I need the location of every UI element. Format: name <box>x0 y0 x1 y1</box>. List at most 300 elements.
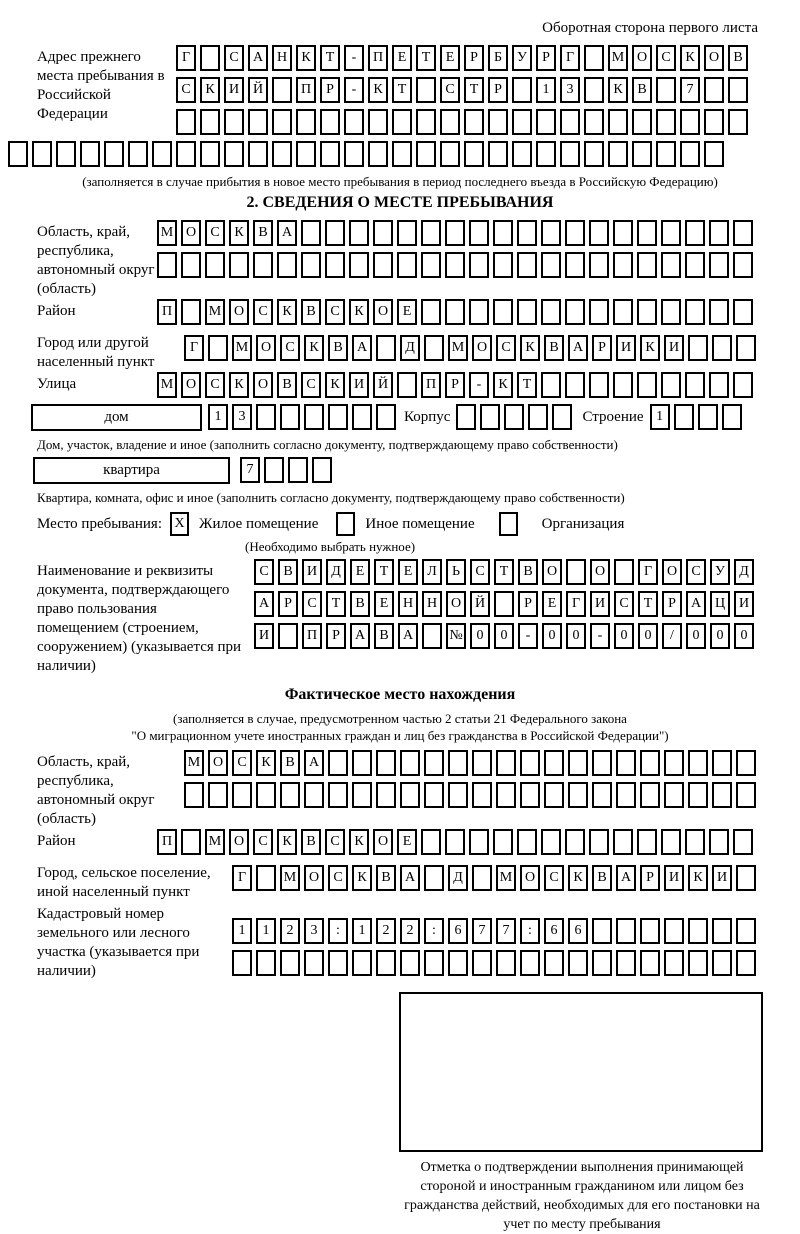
prev-address-cells-row3 <box>176 109 748 135</box>
char-cell: А <box>254 591 274 617</box>
char-cell: О <box>229 299 249 325</box>
char-cell <box>368 141 388 167</box>
char-cell <box>496 750 516 776</box>
char-cell <box>584 45 604 71</box>
char-cell: И <box>254 623 274 649</box>
cadastral-cells-row1 <box>232 918 756 944</box>
actual-location-title: Фактическое место нахождения <box>284 686 516 703</box>
char-cell <box>568 782 588 808</box>
char-cell: Ц <box>710 591 730 617</box>
char-cell <box>376 404 396 430</box>
char-cell <box>656 109 676 135</box>
char-cell <box>568 950 588 976</box>
char-cell <box>613 372 633 398</box>
char-cell: 7 <box>240 457 260 483</box>
char-cell: О <box>304 865 324 891</box>
char-cell <box>536 141 556 167</box>
char-cell: М <box>448 335 468 361</box>
char-cell <box>493 829 513 855</box>
char-cell: И <box>734 591 754 617</box>
korpus-cells <box>456 404 572 430</box>
region-cells-row2 <box>157 252 753 278</box>
char-cell <box>520 750 540 776</box>
char-cell <box>709 252 729 278</box>
char-cell <box>712 335 732 361</box>
char-cell: С <box>686 559 706 585</box>
char-cell <box>176 109 196 135</box>
char-cell: И <box>349 372 369 398</box>
stay-type-checkbox-residential: X <box>170 512 189 536</box>
char-cell <box>613 220 633 246</box>
char-cell <box>488 141 508 167</box>
prev-address-block <box>37 45 800 141</box>
char-cell <box>736 335 756 361</box>
char-cell <box>256 950 276 976</box>
char-cell: И <box>224 77 244 103</box>
char-cell <box>288 457 308 483</box>
char-cell: Е <box>440 45 460 71</box>
apartment-note: Квартира, комната, офис и иное (заполнить согласно документу, подтверждающему право собственности) <box>37 490 625 505</box>
char-cell: И <box>302 559 322 585</box>
char-cell: В <box>728 45 748 71</box>
char-cell <box>349 220 369 246</box>
char-cell <box>674 404 694 430</box>
char-cell <box>685 299 705 325</box>
char-cell: 1 <box>208 404 228 430</box>
char-cell <box>229 252 249 278</box>
char-cell <box>344 141 364 167</box>
char-cell <box>541 220 561 246</box>
char-cell <box>480 404 500 430</box>
char-cell <box>272 141 292 167</box>
char-cell: В <box>328 335 348 361</box>
char-cell: Р <box>592 335 612 361</box>
char-cell <box>664 750 684 776</box>
char-cell: К <box>229 220 249 246</box>
char-cell: Р <box>662 591 682 617</box>
char-cell <box>584 109 604 135</box>
char-cell <box>400 750 420 776</box>
char-cell: С <box>614 591 634 617</box>
char-cell <box>512 141 532 167</box>
char-cell: М <box>205 829 225 855</box>
char-cell <box>736 750 756 776</box>
char-cell <box>349 252 369 278</box>
char-cell <box>205 252 225 278</box>
street-label: Улица <box>37 376 77 392</box>
char-cell <box>200 45 220 71</box>
char-cell <box>520 950 540 976</box>
char-cell: Е <box>398 559 418 585</box>
char-cell: 6 <box>544 918 564 944</box>
char-cell <box>301 252 321 278</box>
char-cell <box>544 782 564 808</box>
char-cell: Т <box>374 559 394 585</box>
actual-region-cells-row2 <box>184 782 756 808</box>
char-cell <box>637 372 657 398</box>
char-cell: В <box>592 865 612 891</box>
char-cell <box>584 141 604 167</box>
char-cell <box>685 252 705 278</box>
char-cell: С <box>301 372 321 398</box>
char-cell: М <box>157 372 177 398</box>
char-cell <box>712 782 732 808</box>
char-cell <box>472 950 492 976</box>
char-cell <box>181 252 201 278</box>
char-cell: К <box>200 77 220 103</box>
char-cell: Р <box>464 45 484 71</box>
char-cell: И <box>664 865 684 891</box>
char-cell: А <box>277 220 297 246</box>
char-cell <box>733 829 753 855</box>
char-cell <box>373 220 393 246</box>
char-cell: А <box>398 623 418 649</box>
char-cell <box>296 109 316 135</box>
char-cell <box>608 109 628 135</box>
char-cell: 0 <box>470 623 490 649</box>
char-cell <box>640 918 660 944</box>
char-cell <box>272 77 292 103</box>
char-cell: Н <box>422 591 442 617</box>
char-cell <box>565 220 585 246</box>
char-cell: : <box>520 918 540 944</box>
char-cell <box>736 865 756 891</box>
char-cell: А <box>616 865 636 891</box>
char-cell <box>504 404 524 430</box>
char-cell: 1 <box>232 918 252 944</box>
char-cell <box>445 220 465 246</box>
char-cell: Н <box>398 591 418 617</box>
city-label: Город или другой населенный пункт <box>37 335 155 370</box>
char-cell: С <box>253 299 273 325</box>
char-cell: В <box>301 299 321 325</box>
char-cell: Е <box>542 591 562 617</box>
char-cell <box>488 109 508 135</box>
char-cell <box>181 829 201 855</box>
char-cell <box>722 404 742 430</box>
char-cell <box>661 252 681 278</box>
char-cell <box>632 141 652 167</box>
char-cell <box>528 404 548 430</box>
char-cell: С <box>176 77 196 103</box>
region-label: Область, край, республика, автономный округ (область) <box>37 224 155 297</box>
char-cell: 7 <box>472 918 492 944</box>
char-cell <box>733 372 753 398</box>
char-cell <box>400 950 420 976</box>
document-label: Наименование и реквизиты документа, подтверждающего право пользования помещением (строением, сооружением) (указывается при наличии) <box>37 563 242 674</box>
char-cell <box>424 950 444 976</box>
char-cell: - <box>344 45 364 71</box>
char-cell: П <box>302 623 322 649</box>
char-cell: В <box>376 865 396 891</box>
char-cell: С <box>254 559 274 585</box>
char-cell <box>565 299 585 325</box>
char-cell <box>712 950 732 976</box>
char-cell: П <box>296 77 316 103</box>
char-cell <box>685 220 705 246</box>
char-cell <box>496 950 516 976</box>
char-cell: О <box>208 750 228 776</box>
char-cell: И <box>590 591 610 617</box>
char-cell: Р <box>278 591 298 617</box>
char-cell <box>661 829 681 855</box>
char-cell <box>445 829 465 855</box>
char-cell <box>445 299 465 325</box>
char-cell: Е <box>392 45 412 71</box>
char-cell <box>688 950 708 976</box>
char-cell <box>440 141 460 167</box>
char-cell: С <box>544 865 564 891</box>
char-cell <box>328 750 348 776</box>
char-cell <box>637 220 657 246</box>
char-cell <box>517 220 537 246</box>
char-cell: Б <box>488 45 508 71</box>
char-cell: Р <box>640 865 660 891</box>
char-cell <box>640 950 660 976</box>
char-cell <box>736 918 756 944</box>
char-cell: Й <box>248 77 268 103</box>
char-cell: № <box>446 623 466 649</box>
char-cell: С <box>470 559 490 585</box>
district-label: Район <box>37 303 76 319</box>
char-cell <box>728 77 748 103</box>
char-cell <box>464 109 484 135</box>
char-cell <box>589 829 609 855</box>
char-cell <box>421 252 441 278</box>
char-cell: 1 <box>650 404 670 430</box>
char-cell <box>301 220 321 246</box>
char-cell <box>616 782 636 808</box>
cadastral-block <box>37 902 800 982</box>
char-cell: М <box>184 750 204 776</box>
char-cell: О <box>472 335 492 361</box>
char-cell <box>568 750 588 776</box>
char-cell <box>456 404 476 430</box>
char-cell: Т <box>464 77 484 103</box>
char-cell <box>421 220 441 246</box>
document-cells <box>254 559 754 655</box>
char-cell <box>312 457 332 483</box>
region-block <box>37 220 800 299</box>
char-cell <box>517 299 537 325</box>
char-cell <box>688 782 708 808</box>
char-cell: У <box>512 45 532 71</box>
char-cell <box>376 950 396 976</box>
char-cell: П <box>421 372 441 398</box>
char-cell: Р <box>536 45 556 71</box>
char-cell <box>592 750 612 776</box>
document-cells-row2 <box>254 591 754 617</box>
page-side-title: Оборотная сторона первого листа <box>542 20 758 36</box>
char-cell <box>712 918 732 944</box>
char-cell <box>424 750 444 776</box>
char-cell <box>565 372 585 398</box>
char-cell: Г <box>232 865 252 891</box>
actual-city-cells <box>232 865 756 891</box>
char-cell <box>424 335 444 361</box>
char-cell: И <box>664 335 684 361</box>
char-cell: А <box>350 623 370 649</box>
char-cell <box>685 829 705 855</box>
char-cell: 6 <box>568 918 588 944</box>
char-cell: Д <box>400 335 420 361</box>
char-cell <box>616 918 636 944</box>
char-cell: С <box>253 829 273 855</box>
char-cell: В <box>280 750 300 776</box>
char-cell <box>469 299 489 325</box>
char-cell: П <box>157 829 177 855</box>
char-cell: О <box>542 559 562 585</box>
char-cell: 2 <box>400 918 420 944</box>
char-cell: К <box>368 77 388 103</box>
char-cell <box>328 782 348 808</box>
char-cell <box>352 782 372 808</box>
char-cell: М <box>232 335 252 361</box>
document-cells-row1 <box>254 559 754 585</box>
stay-type-note: (Необходимо выбрать нужное) <box>245 539 416 554</box>
char-cell: С <box>205 220 225 246</box>
char-cell: Р <box>488 77 508 103</box>
char-cell: О <box>181 372 201 398</box>
char-cell: М <box>608 45 628 71</box>
char-cell <box>661 220 681 246</box>
char-cell: К <box>680 45 700 71</box>
char-cell: 7 <box>496 918 516 944</box>
char-cell <box>560 141 580 167</box>
char-cell: В <box>253 220 273 246</box>
char-cell: К <box>325 372 345 398</box>
stay-type-row <box>37 512 800 536</box>
char-cell <box>680 109 700 135</box>
prev-address-cells-row2 <box>176 77 748 103</box>
char-cell: 6 <box>448 918 468 944</box>
char-cell: О <box>256 335 276 361</box>
char-cell <box>637 299 657 325</box>
char-cell <box>232 782 252 808</box>
char-cell <box>656 141 676 167</box>
char-cell <box>541 372 561 398</box>
char-cell <box>224 109 244 135</box>
confirmation-stamp-note: Отметка о подтверждении выполнения принимающей стороной и иностранным гражданином или лицом без гражданства действий, необходимых для его постановки на учет по месту пребывания <box>404 1160 760 1232</box>
char-cell: Д <box>326 559 346 585</box>
char-cell <box>469 252 489 278</box>
char-cell <box>496 782 516 808</box>
char-cell <box>248 141 268 167</box>
char-cell <box>416 141 436 167</box>
char-cell <box>373 252 393 278</box>
char-cell <box>320 141 340 167</box>
char-cell <box>376 782 396 808</box>
apartment-row <box>33 457 800 489</box>
char-cell <box>472 865 492 891</box>
char-cell <box>709 372 729 398</box>
actual-region-cells <box>184 750 756 814</box>
char-cell: К <box>608 77 628 103</box>
char-cell: О <box>704 45 724 71</box>
char-cell <box>304 950 324 976</box>
char-cell <box>448 950 468 976</box>
char-cell <box>277 252 297 278</box>
char-cell <box>448 750 468 776</box>
char-cell <box>440 109 460 135</box>
char-cell: Р <box>326 623 346 649</box>
char-cell: В <box>518 559 538 585</box>
char-cell <box>698 404 718 430</box>
char-cell: О <box>520 865 540 891</box>
prev-address-cells <box>176 45 748 141</box>
char-cell: / <box>662 623 682 649</box>
region-cells <box>157 220 753 284</box>
char-cell <box>544 950 564 976</box>
char-cell <box>304 404 324 430</box>
char-cell <box>712 750 732 776</box>
char-cell <box>208 782 228 808</box>
char-cell: В <box>632 77 652 103</box>
char-cell: 7 <box>680 77 700 103</box>
char-cell: Р <box>445 372 465 398</box>
char-cell: В <box>374 623 394 649</box>
char-cell: 0 <box>710 623 730 649</box>
char-cell <box>565 252 585 278</box>
stay-type-option-organization-label: Организация <box>541 515 625 532</box>
char-cell <box>637 252 657 278</box>
char-cell: К <box>277 299 297 325</box>
char-cell: К <box>640 335 660 361</box>
char-cell <box>592 918 612 944</box>
region-cells-row1 <box>157 220 753 246</box>
actual-city-label: Город, сельское поселение, иной населенный пункт <box>37 865 211 900</box>
char-cell <box>704 109 724 135</box>
char-cell: Т <box>494 559 514 585</box>
stay-type-checkbox-other <box>336 512 355 536</box>
section2-title: 2. СВЕДЕНИЯ О МЕСТЕ ПРЕБЫВАНИЯ <box>246 194 554 211</box>
char-cell <box>613 829 633 855</box>
actual-location-note1: (заполняется в случае, предусмотренном частью 2 статьи 21 Федерального закона <box>173 711 627 726</box>
char-cell: : <box>424 918 444 944</box>
actual-district-block <box>37 829 800 861</box>
char-cell <box>637 829 657 855</box>
cadastral-cells-row2 <box>232 950 756 976</box>
char-cell: : <box>328 918 348 944</box>
char-cell: В <box>277 372 297 398</box>
char-cell: Е <box>397 829 417 855</box>
char-cell <box>664 950 684 976</box>
char-cell: К <box>568 865 588 891</box>
char-cell <box>565 829 585 855</box>
char-cell: О <box>590 559 610 585</box>
char-cell: О <box>662 559 682 585</box>
char-cell: К <box>296 45 316 71</box>
char-cell <box>104 141 124 167</box>
char-cell: К <box>349 299 369 325</box>
cadastral-label: Кадастровый номер земельного или лесного участка (указывается при наличии) <box>37 906 200 979</box>
apartment-box: квартира <box>33 457 230 484</box>
char-cell <box>448 782 468 808</box>
char-cell <box>688 750 708 776</box>
char-cell <box>416 77 436 103</box>
char-cell <box>392 109 412 135</box>
char-cell <box>584 77 604 103</box>
char-cell <box>256 782 276 808</box>
prev-address-note: (заполняется в случае прибытия в новое место пребывания в период последнего въезда в Российскую Федерацию) <box>82 174 718 189</box>
prev-address-cells-row1 <box>176 45 748 71</box>
char-cell <box>589 252 609 278</box>
char-cell <box>352 404 372 430</box>
char-cell <box>376 750 396 776</box>
char-cell <box>32 141 52 167</box>
char-cell <box>664 918 684 944</box>
house-box: дом <box>31 404 202 431</box>
